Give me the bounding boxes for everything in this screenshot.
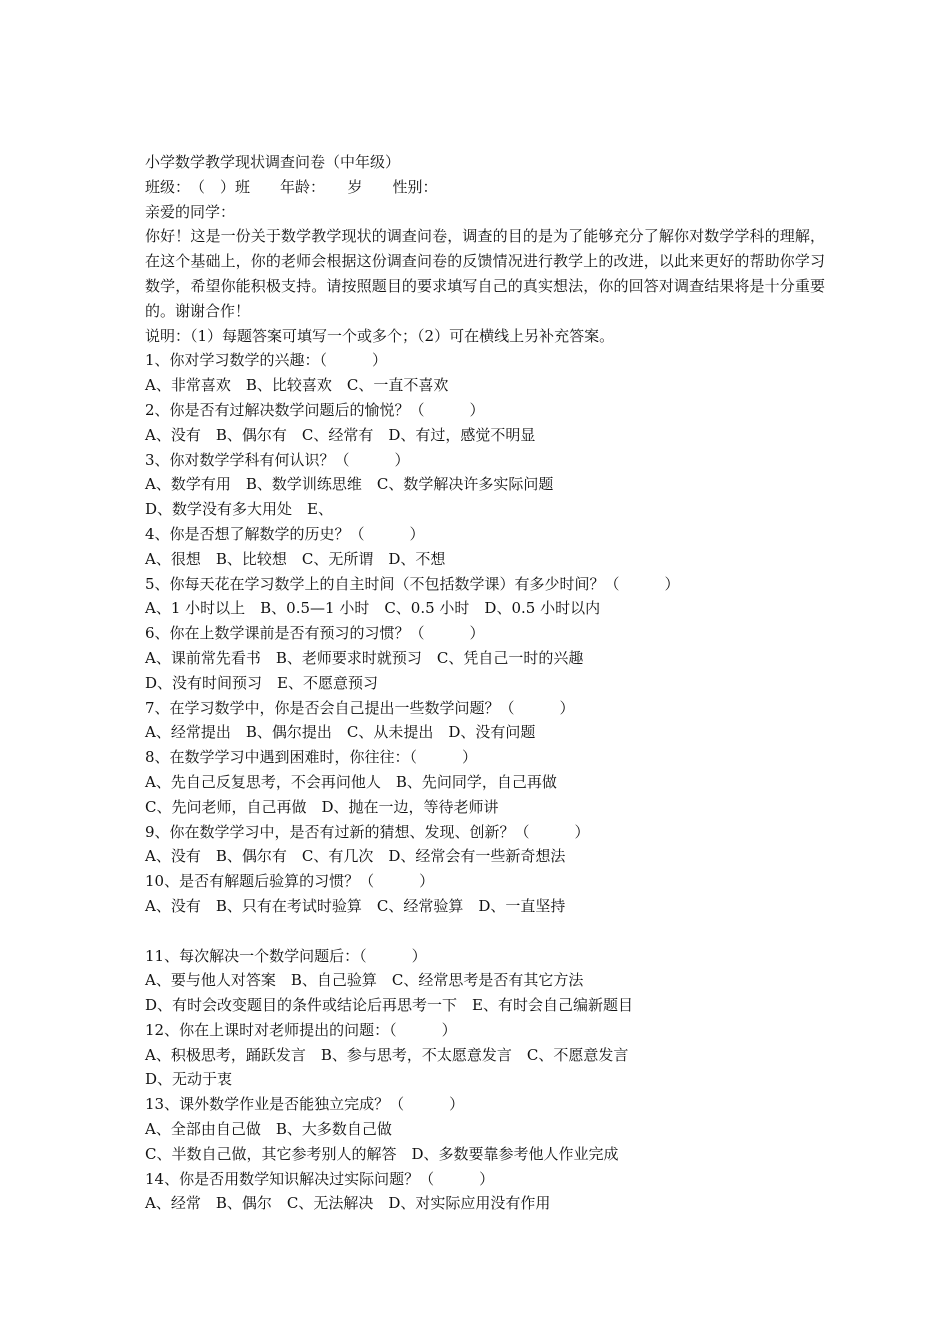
answer-options: A、没有 B、只有在考试时验算 C、经常验算 D、一直坚持: [145, 896, 566, 915]
instructions: 说明：（1）每题答案可填写一个或多个；（2）可在横线上另补充答案。: [145, 326, 615, 345]
question-block: [145, 572, 825, 622]
document-body: [145, 150, 825, 1216]
answer-options: A、积极思考，踊跃发言 B、参与思考，不太愿意发言 C、不愿意发言: [145, 1045, 629, 1064]
question-text: 4、你是否想了解数学的历史？（ ）: [145, 524, 425, 543]
question-text: 9、你在数学学习中，是否有过新的猜想、发现、创新？（ ）: [145, 822, 590, 841]
intro-paragraph: 你好！这是一份关于数学教学现状的调查问卷，调查的目的是为了能够充分了解你对数学学科的理解，在这个基础上，你的老师会根据这份调查问卷的反馈情况进行教学上的改进，以此来更好的帮助你学习数学，希望你能积极支持。请按照题目的要求填写自己的真实想法，你的回答对调查结果将是十分重要的。谢谢合作！: [145, 227, 825, 320]
question-block: [145, 348, 825, 398]
question-text: 14、你是否用数学知识解决过实际问题？（ ）: [145, 1169, 495, 1188]
answer-options: C、先问老师，自己再做 D、抛在一边，等待老师讲: [145, 797, 499, 816]
answer-options: D、数学没有多大用处 E、: [145, 500, 333, 519]
question-block: [145, 869, 825, 919]
question-block: [145, 398, 825, 448]
answer-options: A、经常 B、偶尔 C、无法解决 D、对实际应用没有作用: [145, 1194, 551, 1213]
question-text: 10、是否有解题后验算的习惯？（ ）: [145, 872, 435, 891]
question-block: [145, 621, 825, 695]
answer-options: A、经常提出 B、偶尔提出 C、从未提出 D、没有问题: [145, 723, 536, 742]
question-block: [145, 820, 825, 870]
section-gap: [145, 919, 825, 944]
question-block: [145, 1167, 825, 1217]
answer-options: D、没有时间预习 E、不愿意预习: [145, 673, 378, 692]
student-info-line: 班级： （ ）班 年龄： 岁 性别：: [145, 177, 438, 196]
questions-part-1: [145, 348, 825, 918]
greeting: 亲爱的同学：: [145, 202, 236, 221]
answer-options: A、1 小时以上 B、0.5—1 小时 C、0.5 小时 D、0.5 小时以内: [145, 599, 601, 618]
question-text: 5、你每天花在学习数学上的自主时间（不包括数学课）有多少时间？（ ）: [145, 574, 680, 593]
answer-options: A、数学有用 B、数学训练思维 C、数学解决许多实际问题: [145, 475, 554, 494]
question-text: 3、你对数学学科有何认识？（ ）: [145, 450, 410, 469]
question-block: [145, 696, 825, 746]
answer-options: A、没有 B、偶尔有 C、经常有 D、有过，感觉不明显: [145, 425, 536, 444]
question-text: 6、你在上数学课前是否有预习的习惯？（ ）: [145, 624, 485, 643]
question-text: 8、在数学学习中遇到困难时，你往往：（ ）: [145, 748, 478, 767]
question-text: 12、你在上课时对老师提出的问题：（ ）: [145, 1020, 457, 1039]
answer-options: A、先自己反复思考，不会再问他人 B、先问同学，自己再做: [145, 772, 557, 791]
answer-options: A、全部由自己做 B、大多数自己做: [145, 1120, 392, 1139]
answer-options: A、课前常先看书 B、老师要求时就预习 C、凭自己一时的兴趣: [145, 648, 584, 667]
answer-options: D、有时会改变题目的条件或结论后再思考一下 E、有时会自己编新题目: [145, 996, 633, 1015]
question-text: 2、你是否有过解决数学问题后的愉悦？（ ）: [145, 400, 485, 419]
answer-options: A、非常喜欢 B、比较喜欢 C、一直不喜欢: [145, 376, 449, 395]
answer-options: C、半数自己做，其它参考别人的解答 D、多数要靠参考他人作业完成: [145, 1144, 619, 1163]
question-block: [145, 448, 825, 522]
answer-options: A、要与他人对答案 B、自己验算 C、经常思考是否有其它方法: [145, 971, 584, 990]
answer-options: A、很想 B、比较想 C、无所谓 D、不想: [145, 549, 446, 568]
question-block: [145, 944, 825, 1018]
document-title: 小学数学教学现状调查问卷（中年级）: [145, 153, 401, 171]
answer-options: D、无动于衷: [145, 1070, 233, 1089]
questions-part-2: [145, 944, 825, 1217]
question-text: 7、在学习数学中，你是否会自己提出一些数学问题？（ ）: [145, 698, 575, 717]
answer-options: A、没有 B、偶尔有 C、有几次 D、经常会有一些新奇想法: [145, 847, 566, 866]
question-block: [145, 745, 825, 819]
question-text: 1、你对学习数学的兴趣：（ ）: [145, 351, 388, 370]
question-block: [145, 522, 825, 572]
question-block: [145, 1092, 825, 1166]
question-text: 11、每次解决一个数学问题后：（ ）: [145, 946, 427, 965]
question-block: [145, 1018, 825, 1092]
question-text: 13、课外数学作业是否能独立完成？（ ）: [145, 1095, 465, 1114]
